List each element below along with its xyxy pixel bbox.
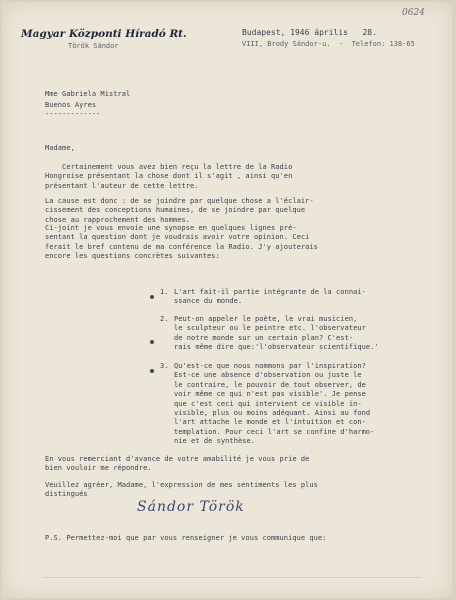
archive-number: 0624	[402, 8, 425, 18]
paragraph-line: Ci-joint je vous envoie une synopse en quelques lignes pré-	[45, 224, 297, 232]
question-line: ssance du monde.	[174, 297, 243, 306]
letterhead-address: VIII, Brody Sándor-u. - Telefon: 138-65	[242, 40, 415, 48]
question-line: L'art fait-il partie intégrante de la connai-	[174, 288, 366, 296]
question-line: le sculpteur ou le peintre etc. l'observateur	[174, 324, 366, 333]
question-line: nie et de synthèse.	[174, 437, 256, 446]
question-line: rais même dire que:'l'observateur scientifique.'	[174, 343, 379, 352]
paragraph-line: présentant l'auteur de cette lettre.	[45, 181, 199, 190]
paragraph-line: cissement des conceptions humaines, de se joindre par quelque	[45, 206, 306, 215]
question-marker	[150, 295, 154, 299]
question-line: visible, plus ou moins adéquant. Ainsi au fond	[174, 409, 371, 417]
closing-line: bien vouloir me répondre.	[45, 464, 152, 473]
place-date: Budapest, 194	[242, 28, 305, 37]
question-line: que c'est ceci qui intervient ce visible in-	[174, 399, 362, 408]
paragraph-line: encore les questions concrètes suivantes:	[45, 252, 220, 261]
paragraph-line: ferait le bref contenu de ma conférence la Radio. J'y ajouterais	[45, 242, 318, 251]
paragraph-line: La cause est donc : de se joindre par quelque chose a l'éclair-	[45, 197, 314, 205]
salutation: Madame,	[45, 144, 75, 152]
paragraph-line: Certainement vous avez bien reçu la lettre de la Radio	[45, 163, 293, 171]
question-line: Qu'est-ce que nous nommons par l'inspiration?	[174, 362, 366, 370]
question-line: de notre monde sur un certain plan? C'est-	[174, 333, 354, 342]
letterhead-date	[242, 28, 377, 37]
question-line: voir même ce qui n'est pas visible'. Je pense	[174, 390, 366, 399]
postscript: P.S. Permettez-moi que par vous renseigner je vous communique que:	[45, 534, 327, 542]
paragraph-line: chose au rapprochement des hommes.	[45, 215, 190, 224]
letterhead-company: Magyar Központi Híradó Rt.	[21, 28, 187, 40]
closing-line: Veuillez agréer, Madame, l'expression de mes sentiments les plus	[45, 481, 318, 489]
recipient-city: Buenos Ayres	[45, 101, 97, 109]
question-number: 1.	[160, 288, 169, 296]
question-number: 2.	[160, 315, 169, 323]
recipient-underline: -------------	[45, 110, 101, 118]
question-line: l'art attache le monde et l'intuition et con-	[174, 418, 366, 427]
paragraph-line: sentant la question dont je voudrais avoir votre opinion. Ceci	[45, 233, 310, 242]
closing-line: distingués	[45, 490, 88, 499]
signature: Sándor Török	[137, 499, 245, 515]
page-shadow-line	[42, 577, 422, 578]
question-marker	[150, 369, 154, 373]
question-number: 3.	[160, 362, 169, 370]
date-month: április	[314, 28, 348, 37]
question-marker	[150, 340, 154, 344]
date-year: 28.	[362, 28, 377, 37]
question-line: le contraire, le pouvoir de tout observer, de	[174, 380, 366, 389]
question-line: Peut-on appeler le poète, le vrai musicien,	[174, 315, 358, 323]
question-line: templation. Pour ceci l'art se confine d'harmo-	[174, 427, 375, 436]
recipient-name: Mme Gabriela Mistral	[45, 90, 131, 98]
letterhead-sender: Török Sándor	[68, 42, 119, 50]
paragraph-line: Hongroise présentant la chose dont il s'agit , ainsi qu'en	[45, 172, 293, 181]
letter-sheet	[2, 2, 452, 598]
question-line: Est-ce une absence d'observation ou juste le	[174, 371, 362, 380]
date-day: 6	[304, 28, 310, 37]
closing-line: En vous remerciant d'avance de votre amabilité je vous prie de	[45, 455, 310, 463]
